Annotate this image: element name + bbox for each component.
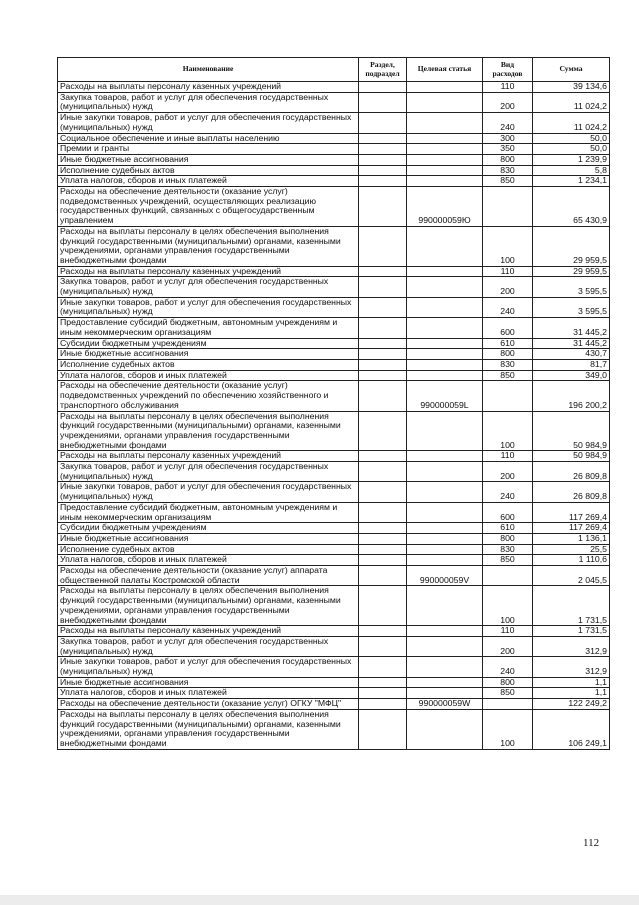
row-section-cell (359, 370, 407, 381)
table-row (58, 462, 610, 482)
row-section-cell (359, 502, 407, 522)
table-row (58, 502, 610, 522)
row-type-cell: 200 (483, 277, 533, 297)
scan-edge (0, 895, 639, 905)
row-type-cell: 610 (483, 338, 533, 349)
row-name-cell: Расходы на выплаты персоналу в целях обеспечения выполнения функций государственными (муниципальными) органами, казенными учреждениями, органами управления государственными внебюджетными фондами (58, 411, 359, 451)
row-section-cell (359, 626, 407, 637)
table-row (58, 113, 610, 133)
row-type-cell: 100 (483, 586, 533, 626)
row-target-cell (407, 92, 483, 112)
table-row (58, 677, 610, 688)
table-row (58, 533, 610, 544)
row-name-cell: Закупка товаров, работ и услуг для обеспечения государственных (муниципальных) нужд (58, 277, 359, 297)
row-section-cell (359, 277, 407, 297)
row-sum-cell: 29 959,5 (533, 266, 610, 277)
table-row (58, 411, 610, 451)
row-sum-cell: 26 809,8 (533, 462, 610, 482)
row-type-cell: 100 (483, 709, 533, 749)
row-sum-cell: 1 110,6 (533, 555, 610, 566)
row-name-cell: Уплата налогов, сборов и иных платежей (58, 370, 359, 381)
row-type-cell: 110 (483, 266, 533, 277)
row-section-cell (359, 349, 407, 360)
row-section-cell (359, 586, 407, 626)
row-name-cell: Иные бюджетные ассигнования (58, 677, 359, 688)
row-sum-cell: 122 249,2 (533, 699, 610, 710)
table-row (58, 451, 610, 462)
row-sum-cell: 312,9 (533, 657, 610, 677)
row-target-cell (407, 133, 483, 144)
header-sum: Сумма (533, 58, 610, 82)
row-sum-cell: 11 024,2 (533, 92, 610, 112)
table-row (58, 338, 610, 349)
row-type-cell: 110 (483, 82, 533, 93)
row-section-cell (359, 359, 407, 370)
row-target-cell (407, 688, 483, 699)
row-name-cell: Расходы на выплаты персоналу казенных учреждений (58, 451, 359, 462)
table-row (58, 277, 610, 297)
row-target-cell (407, 555, 483, 566)
row-type-cell: 800 (483, 533, 533, 544)
row-target-cell (407, 359, 483, 370)
row-section-cell (359, 113, 407, 133)
row-sum-cell: 50,0 (533, 133, 610, 144)
row-name-cell: Расходы на обеспечение деятельности (оказание услуг) подведомственных учреждений, осуществляющих реализацию государственных функций, связанных с общегосударственным управлением (58, 187, 359, 227)
row-type-cell: 850 (483, 688, 533, 699)
row-name-cell: Расходы на выплаты персоналу в целях обеспечения выполнения функций государственными (муниципальными) органами, казенными учреждениями, органами управления государственными внебюджетными фондами (58, 586, 359, 626)
row-sum-cell: 5,8 (533, 165, 610, 176)
table-row (58, 636, 610, 656)
row-type-cell (483, 381, 533, 411)
row-target-cell (407, 297, 483, 317)
row-target-cell (407, 144, 483, 155)
row-sum-cell: 1 239,9 (533, 154, 610, 165)
row-type-cell: 100 (483, 226, 533, 266)
row-name-cell: Уплата налогов, сборов и иных платежей (58, 176, 359, 187)
row-name-cell: Расходы на выплаты персоналу казенных учреждений (58, 82, 359, 93)
row-sum-cell: 65 430,9 (533, 187, 610, 227)
row-target-cell (407, 451, 483, 462)
row-target-cell (407, 586, 483, 626)
row-sum-cell: 31 445,2 (533, 338, 610, 349)
row-section-cell (359, 555, 407, 566)
table-row (58, 154, 610, 165)
row-sum-cell: 1 234,1 (533, 176, 610, 187)
row-type-cell: 110 (483, 451, 533, 462)
row-target-cell: 990000059L (407, 381, 483, 411)
row-section-cell (359, 709, 407, 749)
row-name-cell: Закупка товаров, работ и услуг для обеспечения государственных (муниципальных) нужд (58, 462, 359, 482)
row-section-cell (359, 154, 407, 165)
row-type-cell: 800 (483, 677, 533, 688)
row-type-cell: 850 (483, 370, 533, 381)
row-name-cell: Расходы на выплаты персоналу казенных учреждений (58, 626, 359, 637)
row-name-cell: Предоставление субсидий бюджетным, автономным учреждениям и иным некоммерческим организациям (58, 502, 359, 522)
row-name-cell: Субсидии бюджетным учреждениям (58, 338, 359, 349)
row-type-cell: 100 (483, 411, 533, 451)
row-section-cell (359, 657, 407, 677)
row-name-cell: Закупка товаров, работ и услуг для обеспечения государственных (муниципальных) нужд (58, 636, 359, 656)
row-sum-cell: 50 984,9 (533, 451, 610, 462)
table-row (58, 555, 610, 566)
row-type-cell: 240 (483, 113, 533, 133)
table-body (58, 82, 610, 750)
row-target-cell (407, 502, 483, 522)
row-sum-cell: 106 249,1 (533, 709, 610, 749)
row-name-cell: Иные закупки товаров, работ и услуг для обеспечения государственных (муниципальных) нужд (58, 297, 359, 317)
row-target-cell (407, 411, 483, 451)
row-sum-cell: 1,1 (533, 677, 610, 688)
table-row (58, 176, 610, 187)
row-section-cell (359, 544, 407, 555)
row-type-cell: 830 (483, 165, 533, 176)
page-number: 112 (583, 837, 600, 849)
row-section-cell (359, 92, 407, 112)
document-page (57, 57, 609, 750)
row-section-cell (359, 688, 407, 699)
table-row (58, 657, 610, 677)
row-name-cell: Уплата налогов, сборов и иных платежей (58, 688, 359, 699)
row-sum-cell: 196 200,2 (533, 381, 610, 411)
row-sum-cell: 1,1 (533, 688, 610, 699)
row-section-cell (359, 226, 407, 266)
row-sum-cell: 50,0 (533, 144, 610, 155)
row-target-cell (407, 82, 483, 93)
header-section: Раздел, подраздел (359, 58, 407, 82)
row-target-cell (407, 523, 483, 534)
row-type-cell (483, 566, 533, 586)
row-type-cell: 240 (483, 297, 533, 317)
header-target: Целевая статья (407, 58, 483, 82)
row-sum-cell: 2 045,5 (533, 566, 610, 586)
row-section-cell (359, 144, 407, 155)
table-row (58, 349, 610, 360)
row-name-cell: Социальное обеспечение и иные выплаты населению (58, 133, 359, 144)
row-section-cell (359, 462, 407, 482)
row-type-cell: 200 (483, 92, 533, 112)
row-target-cell (407, 349, 483, 360)
row-sum-cell: 349,0 (533, 370, 610, 381)
table-header-row (58, 58, 610, 82)
row-sum-cell: 29 959,5 (533, 226, 610, 266)
row-section-cell (359, 411, 407, 451)
row-name-cell: Иные закупки товаров, работ и услуг для обеспечения государственных (муниципальных) нужд (58, 482, 359, 502)
table-row (58, 297, 610, 317)
row-section-cell (359, 318, 407, 338)
row-type-cell: 800 (483, 349, 533, 360)
row-sum-cell: 117 269,4 (533, 502, 610, 522)
row-section-cell (359, 266, 407, 277)
row-target-cell (407, 154, 483, 165)
table-row (58, 187, 610, 227)
row-section-cell (359, 523, 407, 534)
row-name-cell: Расходы на обеспечение деятельности (оказание услуг) аппарата общественной палаты Костромской области (58, 566, 359, 586)
row-name-cell: Расходы на выплаты персоналу в целях обеспечения выполнения функций государственными (муниципальными) органами, казенными учреждениями, органами управления государственными внебюджетными фондами (58, 226, 359, 266)
header-name: Наименование (58, 58, 359, 82)
table-row (58, 82, 610, 93)
row-name-cell: Иные закупки товаров, работ и услуг для обеспечения государственных (муниципальных) нужд (58, 113, 359, 133)
row-section-cell (359, 636, 407, 656)
row-target-cell: 990000059V (407, 566, 483, 586)
row-target-cell (407, 657, 483, 677)
row-name-cell: Исполнение судебных актов (58, 359, 359, 370)
table-row (58, 699, 610, 710)
table-row (58, 133, 610, 144)
row-sum-cell: 39 134,6 (533, 82, 610, 93)
row-name-cell: Уплата налогов, сборов и иных платежей (58, 555, 359, 566)
row-sum-cell: 1 731,5 (533, 586, 610, 626)
row-name-cell: Иные закупки товаров, работ и услуг для обеспечения государственных (муниципальных) нужд (58, 657, 359, 677)
table-row (58, 370, 610, 381)
row-section-cell (359, 338, 407, 349)
row-type-cell: 200 (483, 462, 533, 482)
row-type-cell: 300 (483, 133, 533, 144)
row-target-cell (407, 318, 483, 338)
row-type-cell: 800 (483, 154, 533, 165)
table-row (58, 523, 610, 534)
row-sum-cell: 3 595,5 (533, 297, 610, 317)
row-name-cell: Расходы на обеспечение деятельности (оказание услуг) ОГКУ "МФЦ" (58, 699, 359, 710)
row-target-cell (407, 226, 483, 266)
row-section-cell (359, 165, 407, 176)
row-section-cell (359, 482, 407, 502)
row-section-cell (359, 566, 407, 586)
row-type-cell: 600 (483, 502, 533, 522)
table-row (58, 586, 610, 626)
row-type-cell: 350 (483, 144, 533, 155)
row-type-cell: 240 (483, 657, 533, 677)
row-sum-cell: 430,7 (533, 349, 610, 360)
row-type-cell: 240 (483, 482, 533, 502)
row-type-cell: 830 (483, 359, 533, 370)
table-row (58, 566, 610, 586)
row-target-cell (407, 277, 483, 297)
row-type-cell (483, 187, 533, 227)
row-type-cell: 600 (483, 318, 533, 338)
table-row (58, 709, 610, 749)
row-section-cell (359, 677, 407, 688)
row-section-cell (359, 533, 407, 544)
row-target-cell: 990000059W (407, 699, 483, 710)
row-section-cell (359, 699, 407, 710)
row-target-cell (407, 533, 483, 544)
row-target-cell (407, 338, 483, 349)
row-target-cell: 990000059Ю (407, 187, 483, 227)
row-name-cell: Предоставление субсидий бюджетным, автономным учреждениям и иным некоммерческим организациям (58, 318, 359, 338)
row-target-cell (407, 544, 483, 555)
row-type-cell: 850 (483, 555, 533, 566)
row-name-cell: Иные бюджетные ассигнования (58, 154, 359, 165)
row-target-cell (407, 462, 483, 482)
table-row (58, 688, 610, 699)
row-sum-cell: 50 984,9 (533, 411, 610, 451)
table-row (58, 626, 610, 637)
row-type-cell: 850 (483, 176, 533, 187)
row-sum-cell: 3 595,5 (533, 277, 610, 297)
row-sum-cell: 1 136,1 (533, 533, 610, 544)
table-row (58, 544, 610, 555)
row-target-cell (407, 176, 483, 187)
row-name-cell: Иные бюджетные ассигнования (58, 349, 359, 360)
table-row (58, 381, 610, 411)
row-sum-cell: 1 731,5 (533, 626, 610, 637)
row-sum-cell: 25,5 (533, 544, 610, 555)
row-name-cell: Премии и гранты (58, 144, 359, 155)
row-section-cell (359, 176, 407, 187)
row-section-cell (359, 381, 407, 411)
row-sum-cell: 312,9 (533, 636, 610, 656)
table-row (58, 482, 610, 502)
row-target-cell (407, 370, 483, 381)
row-name-cell: Расходы на обеспечение деятельности (оказание услуг) подведомственных учреждений по обеспечению хозяйственного и транспортного обслуживания (58, 381, 359, 411)
row-sum-cell: 11 024,2 (533, 113, 610, 133)
row-target-cell (407, 113, 483, 133)
row-name-cell: Закупка товаров, работ и услуг для обеспечения государственных (муниципальных) нужд (58, 92, 359, 112)
budget-table (57, 57, 610, 750)
header-type: Вид расходов (483, 58, 533, 82)
row-name-cell: Исполнение судебных актов (58, 165, 359, 176)
row-type-cell: 830 (483, 544, 533, 555)
row-name-cell: Расходы на выплаты персоналу казенных учреждений (58, 266, 359, 277)
table-row (58, 266, 610, 277)
table-row (58, 92, 610, 112)
row-type-cell (483, 699, 533, 710)
row-name-cell: Исполнение судебных актов (58, 544, 359, 555)
row-sum-cell: 31 445,2 (533, 318, 610, 338)
row-section-cell (359, 82, 407, 93)
row-name-cell: Расходы на выплаты персоналу в целях обеспечения выполнения функций государственными (муниципальными) органами, казенными учреждениями, органами управления государственными внебюджетными фондами (58, 709, 359, 749)
row-section-cell (359, 187, 407, 227)
row-sum-cell: 81,7 (533, 359, 610, 370)
row-target-cell (407, 482, 483, 502)
row-target-cell (407, 165, 483, 176)
table-row (58, 144, 610, 155)
table-row (58, 226, 610, 266)
row-section-cell (359, 133, 407, 144)
row-type-cell: 610 (483, 523, 533, 534)
row-name-cell: Иные бюджетные ассигнования (58, 533, 359, 544)
row-name-cell: Субсидии бюджетным учреждениям (58, 523, 359, 534)
row-type-cell: 200 (483, 636, 533, 656)
table-row (58, 165, 610, 176)
row-sum-cell: 117 269,4 (533, 523, 610, 534)
row-target-cell (407, 677, 483, 688)
row-section-cell (359, 451, 407, 462)
row-section-cell (359, 297, 407, 317)
row-target-cell (407, 626, 483, 637)
row-target-cell (407, 709, 483, 749)
table-row (58, 318, 610, 338)
row-type-cell: 110 (483, 626, 533, 637)
row-target-cell (407, 636, 483, 656)
table-row (58, 359, 610, 370)
row-sum-cell: 26 809,8 (533, 482, 610, 502)
row-target-cell (407, 266, 483, 277)
